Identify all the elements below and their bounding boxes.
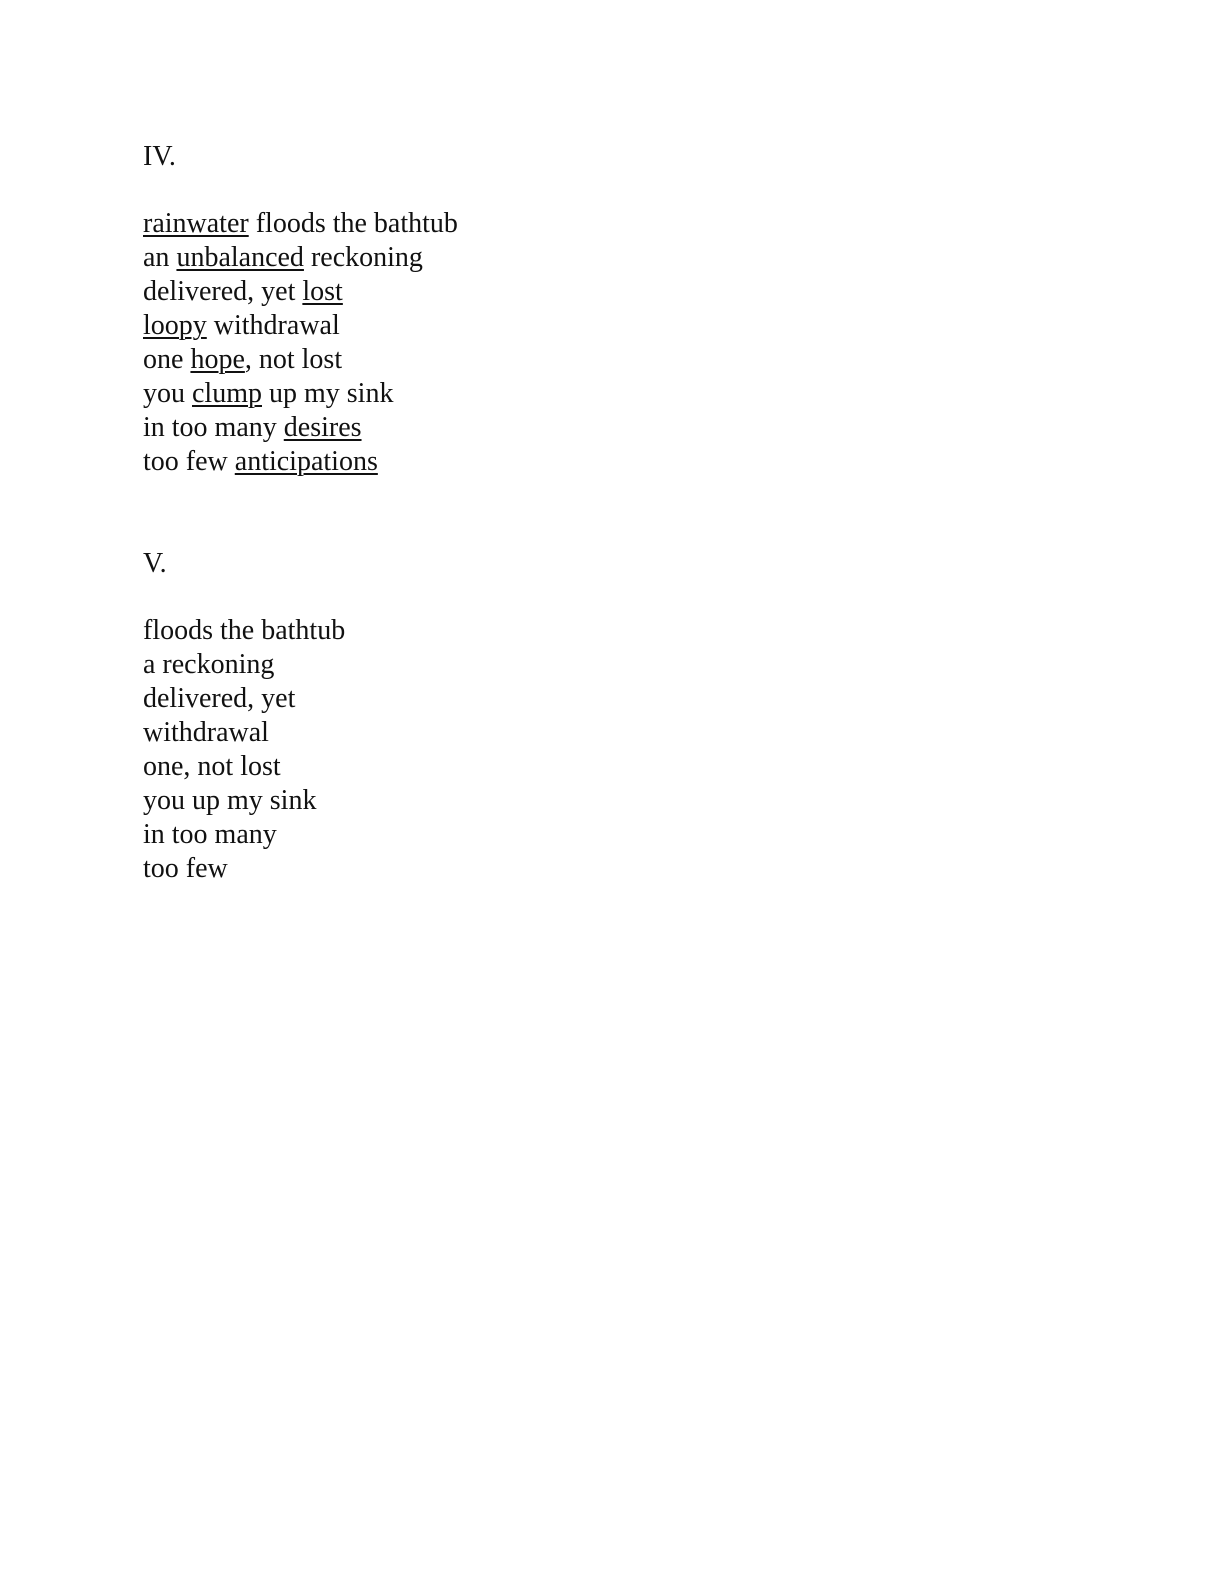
line-text: an (143, 242, 177, 273)
line-text: withdrawal (206, 310, 340, 341)
underlined-word: unbalanced (176, 242, 304, 273)
poem-line (143, 818, 1143, 852)
line-text: in too many (143, 819, 277, 850)
line-text: too few (143, 853, 228, 884)
underlined-word: hope (190, 344, 245, 375)
poem-line (143, 614, 1143, 648)
line-text: withdrawal (143, 717, 269, 748)
line-text: in too many (143, 412, 284, 443)
line-text: one (143, 344, 191, 375)
poem-line (143, 750, 1143, 784)
poem-line (143, 716, 1143, 750)
line-text: reckoning (303, 242, 423, 273)
poem-line (143, 784, 1143, 818)
poem-line (143, 648, 1143, 682)
line-text: floods the bathtub (143, 615, 346, 646)
line-text: you (143, 378, 192, 409)
line-text: you up my sink (143, 785, 317, 816)
poem-line (143, 309, 1143, 343)
underlined-word: anticipations (234, 446, 378, 477)
line-text: , not lost (244, 344, 343, 375)
poem-line (143, 241, 1143, 275)
poem-line (143, 445, 1143, 479)
poem-line (143, 343, 1143, 377)
underlined-word: loopy (143, 310, 207, 341)
poem-line (143, 377, 1143, 411)
line-text: up my sink (262, 378, 394, 409)
underlined-word: rainwater (143, 208, 249, 239)
line-text: delivered, yet (143, 683, 296, 714)
poem-line (143, 275, 1143, 309)
section-heading: V. (143, 548, 167, 579)
poem-page (143, 140, 1143, 886)
stanza (143, 614, 1143, 886)
line-text: delivered, yet (143, 276, 303, 307)
poem-line (143, 852, 1143, 886)
line-text: too few (143, 446, 235, 477)
poem-line (143, 682, 1143, 716)
poem-line (143, 411, 1143, 445)
section-heading: IV. (143, 141, 176, 172)
line-text: one, not lost (143, 751, 281, 782)
section-iv (143, 140, 1143, 479)
stanza (143, 207, 1143, 479)
poem-line (143, 207, 1143, 241)
line-text: floods the bathtub (248, 208, 458, 239)
underlined-word: lost (302, 276, 343, 307)
underlined-word: desires (283, 412, 362, 443)
line-text: a reckoning (143, 649, 275, 680)
section-v (143, 547, 1143, 886)
underlined-word: clump (192, 378, 262, 409)
